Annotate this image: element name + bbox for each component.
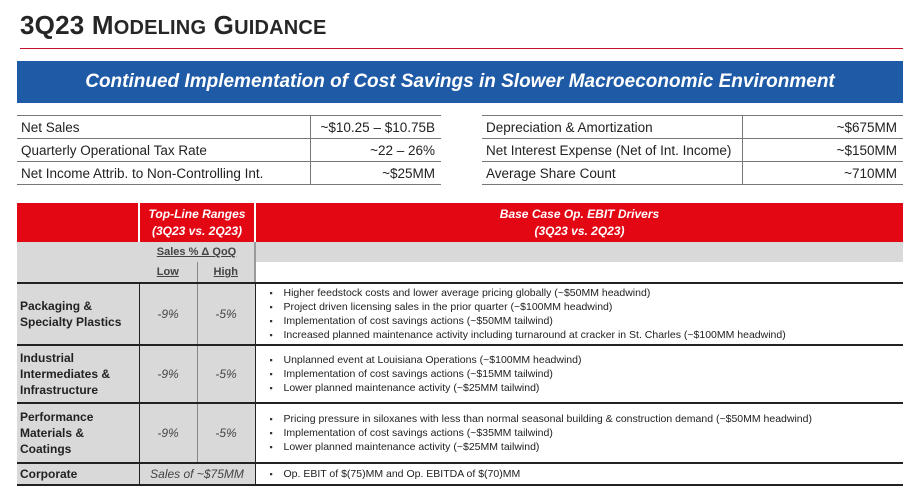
metric-value: ~$150MM xyxy=(743,139,904,162)
drivers-cell xyxy=(255,463,903,485)
corporate-sales: Sales of ~$75MM xyxy=(139,463,255,485)
low-high-blank-right xyxy=(255,262,903,283)
segment-name-line: Specialty Plastics xyxy=(20,315,122,329)
topline-header xyxy=(139,203,255,242)
driver-item: ▪ Lower planned maintenance activity (~$25MM tailwind) xyxy=(270,440,904,454)
page-title xyxy=(20,10,327,41)
metric-label: Net Interest Expense (Net of Int. Income) xyxy=(482,139,743,162)
driver-item: ▪ Higher feedstock costs and lower average pricing globally (~$50MM headwind) xyxy=(270,286,904,300)
title-divider xyxy=(20,48,903,49)
sales-qoq-label: Sales % Δ QoQ xyxy=(139,242,255,262)
driver-item: ▪ Op. EBIT of $(75)MM and Op. EBITDA of $(70)MM xyxy=(270,467,904,481)
metric-value: ~$675MM xyxy=(743,116,904,139)
corporate-row xyxy=(17,463,903,485)
metric-label: Depreciation & Amortization xyxy=(482,116,743,139)
driver-item: ▪ Implementation of cost savings actions (~$15MM tailwind) xyxy=(270,367,904,381)
segment-name xyxy=(17,403,139,463)
driver-item: ▪ Pricing pressure in siloxanes with less than normal seasonal building & construction demand (~$50MM headwind) xyxy=(270,412,904,426)
subheader-row xyxy=(17,242,903,262)
low-value: -9% xyxy=(139,403,197,463)
segment-name-line: Infrastructure xyxy=(20,383,99,397)
topline-header-title: Top-Line Ranges xyxy=(148,206,246,221)
drivers-cell xyxy=(255,283,903,345)
subheader-blank xyxy=(17,242,139,262)
low-label: Low xyxy=(139,262,197,283)
metric-row xyxy=(17,162,441,185)
table-row xyxy=(17,345,903,403)
driver-item: ▪ Lower planned maintenance activity (~$25MM tailwind) xyxy=(270,381,904,395)
metric-value: ~$25MM xyxy=(311,162,442,185)
driver-item: ▪ Increased planned maintenance activity including turnaround at cracker in St. Charles (~$100MM headwind) xyxy=(270,328,904,342)
ebit-header-title: Base Case Op. EBIT Drivers xyxy=(499,206,660,221)
segment-name-line: Intermediates & xyxy=(20,367,111,381)
header-blank-cell xyxy=(17,203,139,242)
segment-name-line: Performance xyxy=(20,410,94,424)
driver-item: ▪ Implementation of cost savings actions (~$50MM tailwind) xyxy=(270,314,904,328)
segment-name-line: Packaging & xyxy=(20,299,93,313)
high-value: -5% xyxy=(197,345,255,403)
metric-label: Quarterly Operational Tax Rate xyxy=(17,139,311,162)
table-row xyxy=(17,283,903,345)
low-value: -9% xyxy=(139,345,197,403)
segment-name xyxy=(17,283,139,345)
metric-row xyxy=(17,116,441,139)
metric-row xyxy=(482,116,903,139)
corporate-name: Corporate xyxy=(17,463,139,485)
metric-label: Net Income Attrib. to Non-Controlling Int. xyxy=(17,162,311,185)
subheader-blank-right xyxy=(255,242,903,262)
driver-item: ▪ Implementation of cost savings actions (~$35MM tailwind) xyxy=(270,426,904,440)
table-row xyxy=(17,403,903,463)
title-word1: ODELING xyxy=(113,17,207,39)
table-header-row xyxy=(17,203,903,242)
low-high-blank xyxy=(17,262,139,283)
segment-name xyxy=(17,345,139,403)
metric-value: ~22 – 26% xyxy=(311,139,442,162)
title-g: G xyxy=(206,10,235,40)
drivers-cell xyxy=(255,403,903,463)
low-value: -9% xyxy=(139,283,197,345)
left-metrics-table xyxy=(17,115,441,185)
topline-header-period: (3Q23 vs. 2Q23) xyxy=(151,223,243,238)
ebit-header-period: (3Q23 vs. 2Q23) xyxy=(534,223,625,238)
metric-row xyxy=(482,162,903,185)
title-word2: UIDANCE xyxy=(234,17,327,39)
high-label: High xyxy=(197,262,255,283)
metric-value: ~710MM xyxy=(743,162,904,185)
segment-guidance-table xyxy=(17,203,903,486)
driver-item: ▪ Unplanned event at Louisiana Operations (~$100MM headwind) xyxy=(270,353,904,367)
drivers-cell xyxy=(255,345,903,403)
metric-label: Average Share Count xyxy=(482,162,743,185)
driver-item: ▪ Project driven licensing sales in the prior quarter (~$100MM headwind) xyxy=(270,300,904,314)
metric-value: ~$10.25 – $10.75B xyxy=(311,116,442,139)
high-value: -5% xyxy=(197,403,255,463)
metric-row xyxy=(17,139,441,162)
high-value: -5% xyxy=(197,283,255,345)
title-lead: 3Q23 M xyxy=(20,10,114,40)
right-metrics-table xyxy=(482,115,903,185)
banner: Continued Implementation of Cost Savings in Slower Macroeconomic Environment xyxy=(17,61,903,103)
ebit-header xyxy=(255,203,903,242)
segment-name-line: Materials & Coatings xyxy=(20,426,85,456)
metric-row xyxy=(482,139,903,162)
segment-name-line: Industrial xyxy=(20,351,75,365)
metric-label: Net Sales xyxy=(17,116,311,139)
low-high-row xyxy=(17,262,903,283)
